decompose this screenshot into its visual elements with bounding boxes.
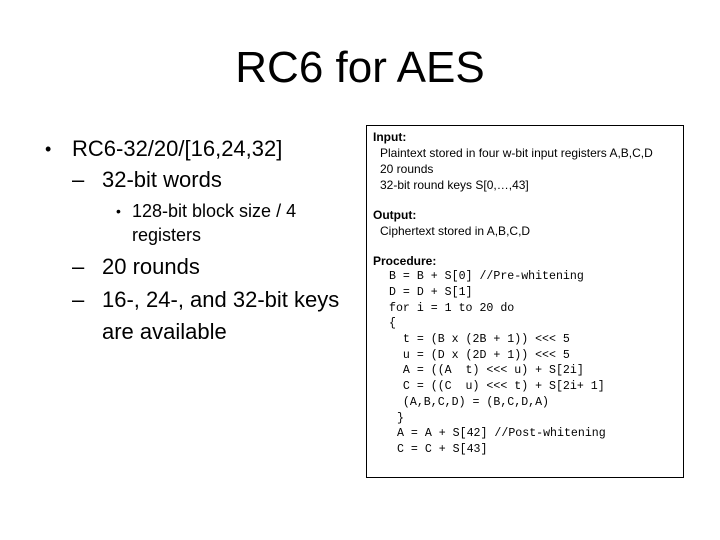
dash-marker: – xyxy=(72,287,85,312)
bullet-sub-words xyxy=(72,164,342,196)
procedure-line: D = D + S[1] xyxy=(389,286,473,299)
bullet-subsub-block xyxy=(116,199,336,247)
procedure-line: A = ((A t) <<< u) + S[2i] xyxy=(389,364,584,377)
input-line: Plaintext stored in four w-bit input registers A,B,C,D xyxy=(380,146,653,160)
input-heading: Input: xyxy=(373,130,407,144)
bullet-sub-keys-text: 16-, 24-, and 32-bit keys are available xyxy=(102,287,340,344)
bullet-sub-words-text: 32-bit words xyxy=(102,167,222,192)
output-line: Ciphertext stored in A,B,C,D xyxy=(380,224,531,238)
output-heading: Output: xyxy=(373,208,417,222)
procedure-line: A = A + S[42] //Post-whitening xyxy=(397,427,606,440)
procedure-line: u = (D x (2D + 1)) <<< 5 xyxy=(389,349,570,362)
bullet-sub-keys xyxy=(72,284,342,348)
dash-marker: – xyxy=(72,167,85,192)
bullet-sub-rounds-text: 20 rounds xyxy=(102,254,200,279)
procedure-line: (A,B,C,D) = (B,C,D,A) xyxy=(389,396,550,409)
procedure-line: C = C + S[43] xyxy=(397,443,488,456)
bullet-marker: • xyxy=(45,139,52,159)
bullet-main-text: RC6-32/20/[16,24,32] xyxy=(72,136,283,161)
bullet-marker-small: • xyxy=(116,203,121,219)
procedure-line: t = (B x (2B + 1)) <<< 5 xyxy=(389,333,570,346)
procedure-line: { xyxy=(389,317,396,330)
bullet-subsub-text: 128-bit block size / 4 registers xyxy=(132,201,297,245)
procedure-line: C = ((C u) <<< t) + S[2i+ 1] xyxy=(389,380,605,393)
procedure-heading: Procedure: xyxy=(373,254,437,268)
input-line: 20 rounds xyxy=(380,162,434,176)
dash-marker: – xyxy=(72,254,85,279)
algorithm-box xyxy=(366,125,684,478)
procedure-line: } xyxy=(397,412,404,425)
bullet-sub-rounds xyxy=(72,251,342,283)
slide-title: RC6 for AES xyxy=(235,43,485,92)
procedure-line: for i = 1 to 20 do xyxy=(389,302,515,315)
input-line: 32-bit round keys S[0,…,43] xyxy=(380,178,529,192)
procedure-line: B = B + S[0] //Pre-whitening xyxy=(389,270,584,283)
